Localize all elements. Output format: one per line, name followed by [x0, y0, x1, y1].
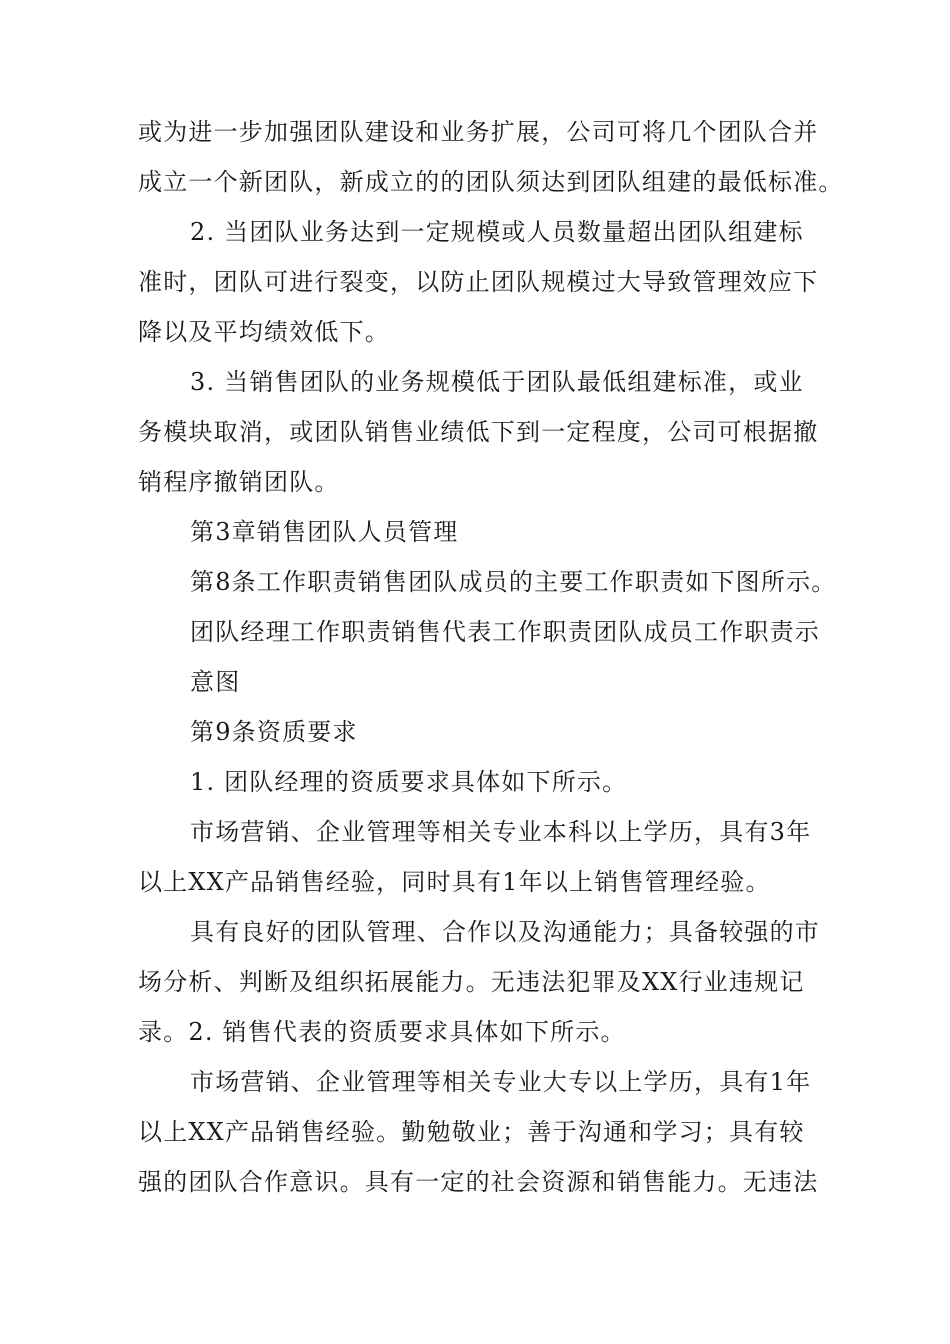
text-line: 具有良好的团队管理、合作以及沟通能力；具备较强的市	[190, 918, 820, 946]
text-line: 意图	[190, 668, 241, 696]
text-line: 以上XX产品销售经验，同时具有1年以上销售管理经验。	[138, 868, 771, 896]
text-line: 2. 当团队业务达到一定规模或人员数量超出团队组建标	[190, 218, 804, 246]
text-line: 准时，团队可进行裂变，以防止团队规模过大导致管理效应下	[138, 268, 819, 296]
text-line: 务模块取消，或团队销售业绩低下到一定程度，公司可根据撤	[138, 418, 819, 446]
text-line: 场分析、判断及组织拓展能力。无违法犯罪及XX行业违规记	[138, 968, 805, 996]
section-heading: 第9条资质要求	[190, 718, 358, 746]
text-line: 成立一个新团队，新成立的的团队须达到团队组建的最低标准。	[138, 168, 844, 196]
text-line: 降以及平均绩效低下。	[138, 318, 390, 346]
text-line: 录。2. 销售代表的资质要求具体如下所示。	[138, 1018, 626, 1046]
text-line: 市场营销、企业管理等相关专业大专以上学历，具有1年	[190, 1068, 812, 1096]
text-line: 3. 当销售团队的业务规模低于团队最低组建标准，或业	[190, 368, 804, 396]
text-line: 强的团队合作意识。具有一定的社会资源和销售能力。无违法	[138, 1168, 819, 1196]
text-line: 第8条工作职责销售团队成员的主要工作职责如下图所示。	[190, 568, 837, 596]
text-line: 或为进一步加强团队建设和业务扩展，公司可将几个团队合并	[138, 118, 819, 146]
chapter-heading: 第3章销售团队人员管理	[190, 518, 459, 546]
text-line: 团队经理工作职责销售代表工作职责团队成员工作职责示	[190, 618, 820, 646]
text-line: 1. 团队经理的资质要求具体如下所示。	[190, 768, 628, 796]
text-line: 市场营销、企业管理等相关专业本科以上学历，具有3年	[190, 818, 812, 846]
text-line: 销程序撤销团队。	[138, 468, 340, 496]
text-line: 以上XX产品销售经验。勤勉敬业；善于沟通和学习；具有较	[138, 1118, 805, 1146]
